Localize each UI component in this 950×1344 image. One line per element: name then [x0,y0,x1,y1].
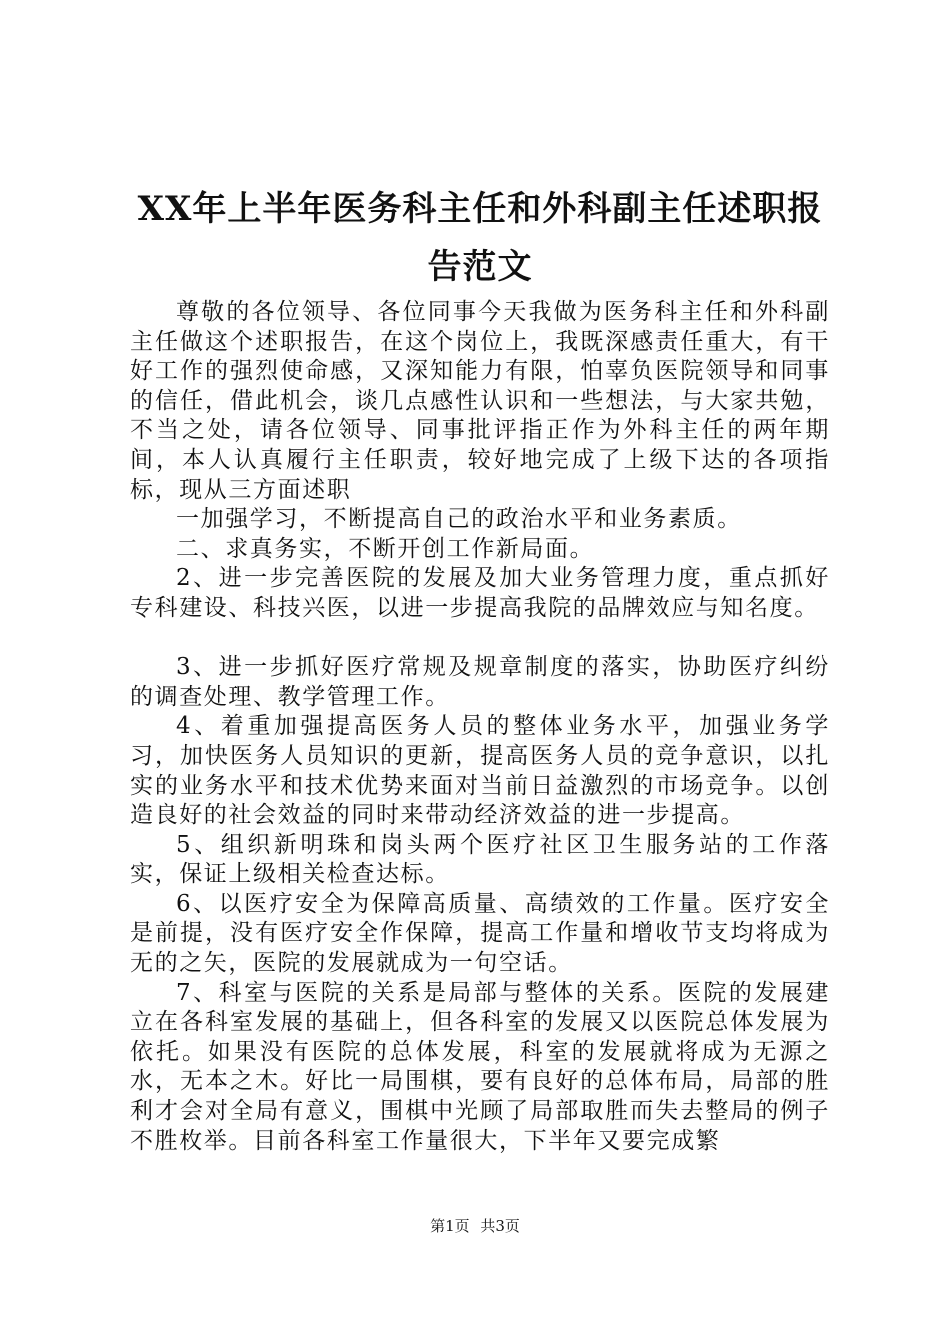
page-number: 第1页 [430,1217,470,1235]
paragraph-item-5: 5、组织新明珠和岗头两个医疗社区卫生服务站的工作落实，保证上级相关检查达标。 [130,831,830,888]
page-total: 共3页 [480,1217,520,1235]
paragraph-section-2: 二、求真务实，不断开创工作新局面。 [176,535,595,562]
paragraph-item-6: 6、以医疗安全为保障高质量、高绩效的工作量。医疗安全是前提，没有医疗安全作保障，提高工作量和增收节支均将成为无的之矢，医院的发展就成为一句空话。 [130,890,830,977]
document-title: XX年上半年医务科主任和外科副主任述职报告范文 [137,189,823,287]
document-body [130,298,830,1156]
paragraph-item-4: 4、着重加强提高医务人员的整体业务水平，加强业务学习，加快医务人员知识的更新，提高医务人员的竞争意识，以扎实的业务水平和技术优势来面对当前日益激烈的市场竞争。以创造良好的社会效益的同时来带动经济效益的进一步提高。 [130,713,830,829]
paragraph-item-7: 7、科室与医院的关系是局部与整体的关系。医院的发展建立在各科室发展的基础上，但各科室的发展又以医院总体发展为依托。如果没有医院的总体发展，科室的发展就将成为无源之水，无本之木。好比一局围棋，要有良好的总体布局，局部的胜利才会对全局有意义，围棋中光顾了局部取胜而失去整局的例子不胜枚举。目前各科室工作量很大，下半年又要完成繁 [130,979,830,1154]
paragraph-intro: 尊敬的各位领导、各位同事今天我做为医务科主任和外科副主任做这个述职报告，在这个岗位上，我既深感责任重大，有干好工作的强烈使命感，又深知能力有限，怕辜负医院领导和同事的信任，借此机会，谈几点感性认识和一些想法，与大家共勉，不当之处，请各位领导、同事批评指正作为外科主任的两年期间，本人认真履行主任职责，较好地完成了上级下达的各项指标，现从三方面述职 [130,299,830,503]
paragraph-item-2: 2、进一步完善医院的发展及加大业务管理力度，重点抓好专科建设、科技兴医，以进一步提高我院的品牌效应与知名度。 [130,565,830,621]
paragraph-item-3: 3、进一步抓好医疗常规及规章制度的落实，协助医疗纠纷的调查处理、教学管理工作。 [130,654,830,710]
page-footer [0,1216,950,1236]
paragraph-section-1: 一加强学习，不断提高自己的政治水平和业务素质。 [176,506,742,533]
